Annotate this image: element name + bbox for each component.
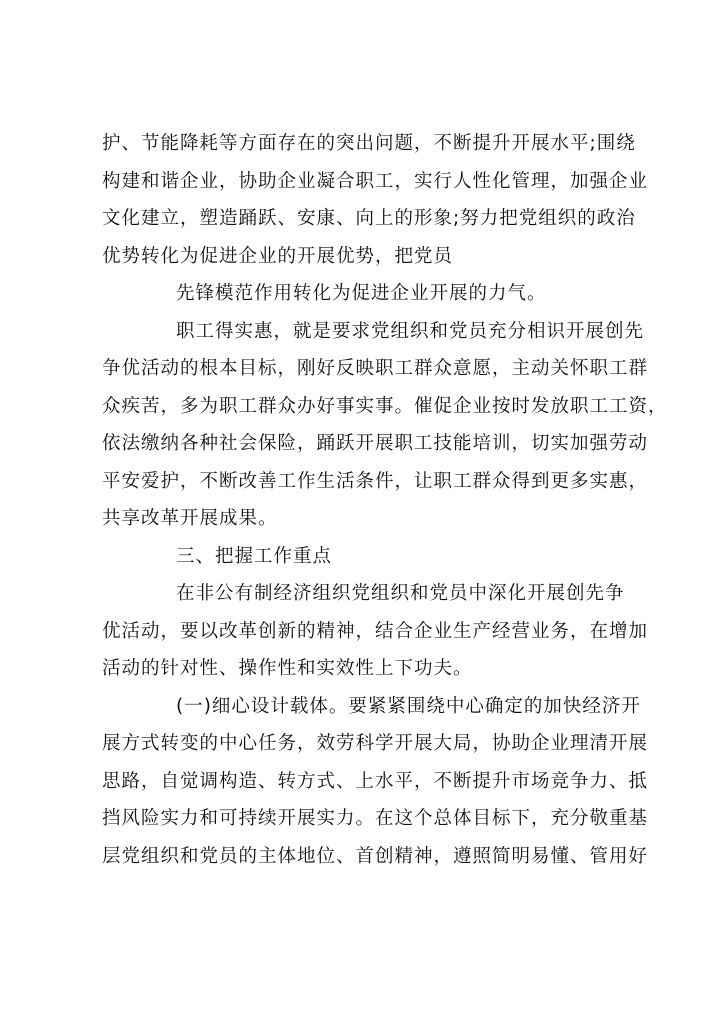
text-line: 平安爱护，不断改善工作生活条件，让职工群众得到更多实惠， bbox=[102, 470, 649, 492]
text-line: 三、把握工作重点 bbox=[176, 545, 333, 567]
text-line: 优活动，要以改革创新的精神，结合企业生产经营业务，在增加 bbox=[102, 620, 649, 642]
text-line: 先锋模范作用转化为促进企业开展的力气。 bbox=[176, 283, 547, 304]
text-line: 展方式转变的中心任务，效劳科学开展大局，协助企业理清开展 bbox=[102, 733, 649, 754]
text-line: 众疾苦，多为职工群众办好事实事。催促企业按时发放职工工资， bbox=[102, 395, 668, 417]
text-line: 依法缴纳各种社会保险，踊跃开展职工技能培训，切实加强劳动 bbox=[102, 433, 649, 454]
text-line: 思路，自觉调构造、转方式、上水平，不断提升市场竞争力、抵 bbox=[102, 770, 649, 792]
text-line: 护、节能降耗等方面存在的突出问题，不断提升开展水平;围绕 bbox=[102, 133, 636, 154]
text-line: 在非公有制经济组织党组织和党员中深化开展创先争 bbox=[176, 583, 625, 604]
text-line: 优势转化为促进企业的开展优势，把党员 bbox=[102, 245, 454, 267]
text-line: 构建和谐企业，协助企业凝合职工，实行人性化管理，加强企业 bbox=[102, 170, 649, 192]
text-line: (一)细心设计载体。要紧紧围绕中心确定的加快经济开 bbox=[176, 695, 641, 717]
text-line: 共享改革开展成果。 bbox=[102, 508, 278, 529]
text-line: 层党组织和党员的主体地位、首创精神，遵照简明易懂、管用好 bbox=[102, 845, 649, 867]
text-line: 挡风险实力和可持续开展实力。在这个总体目标下，充分敬重基 bbox=[102, 808, 649, 829]
text-line: 职工得实惠，就是要求党组织和党员充分相识开展创先 bbox=[176, 320, 645, 342]
text-line: 文化建立，塑造踊跃、安康、向上的形象;努力把党组织的政治 bbox=[102, 208, 636, 229]
document-body bbox=[102, 125, 668, 875]
text-line: 活动的针对性、操作性和实效性上下功夫。 bbox=[102, 658, 473, 679]
text-line: 争优活动的根本目标，刚好反映职工群众意愿，主动关怀职工群 bbox=[102, 358, 649, 379]
